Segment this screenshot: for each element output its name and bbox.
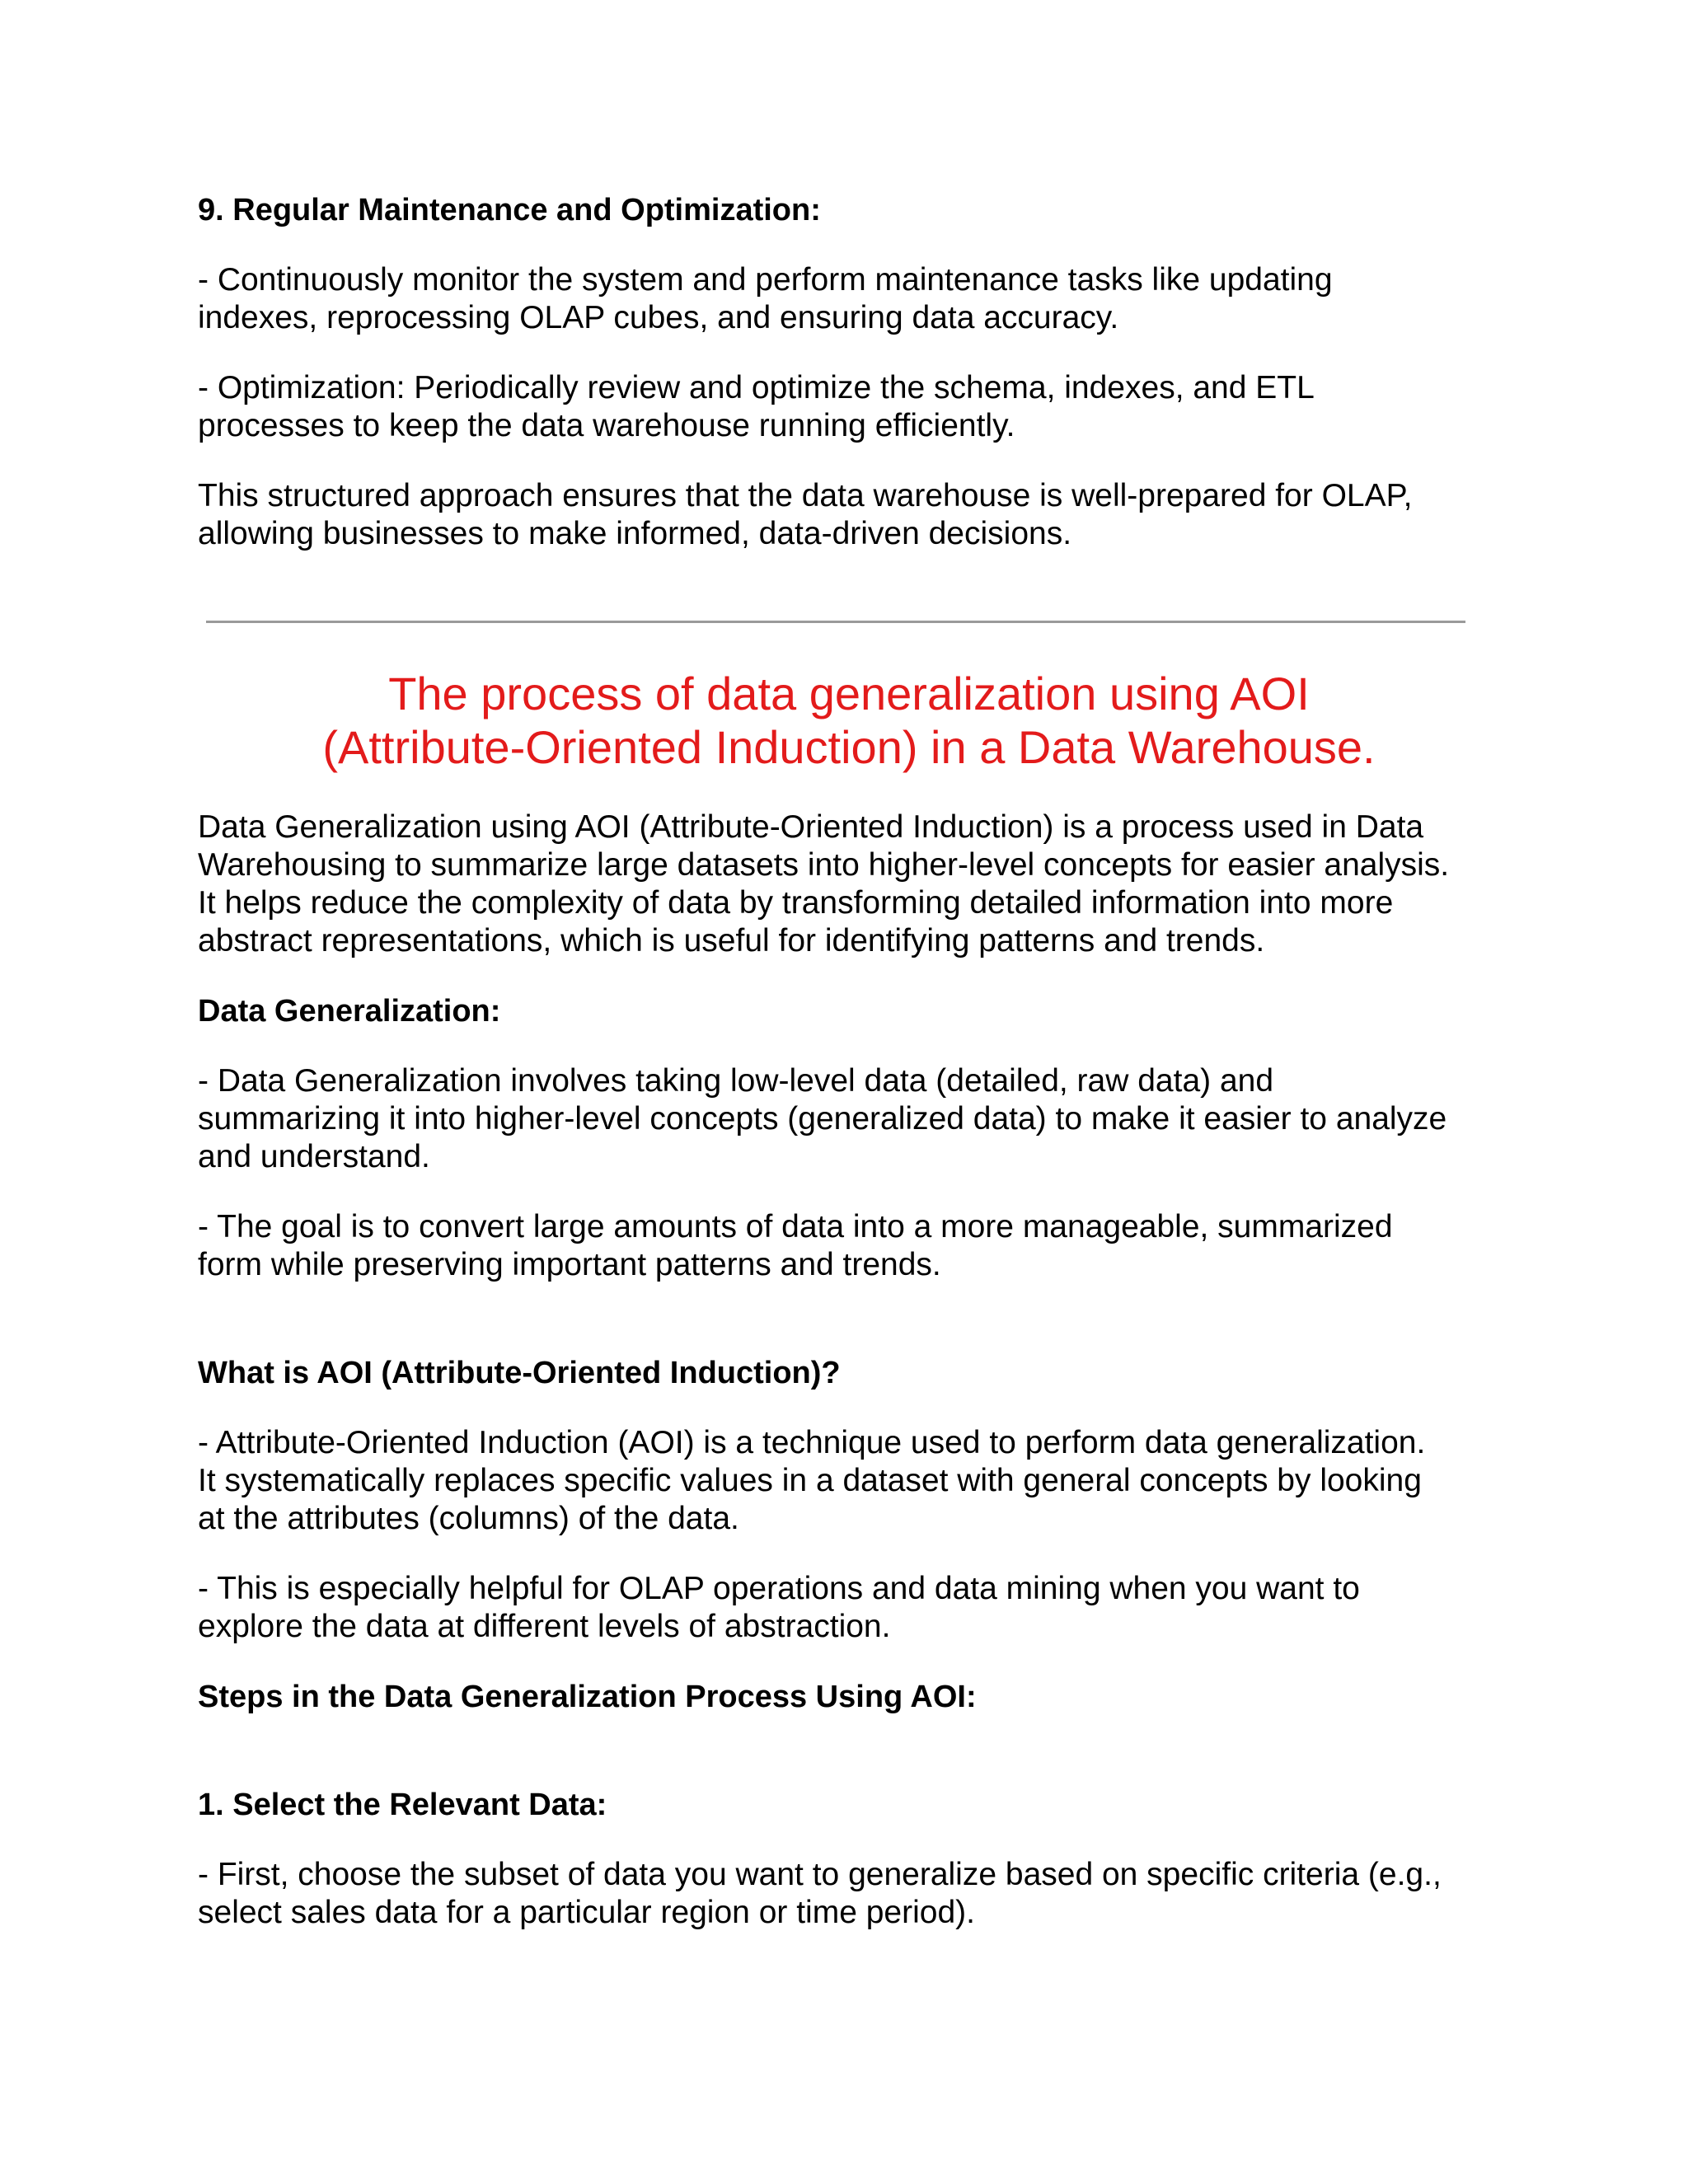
page-title (198, 667, 1508, 774)
paragraph-summary (198, 477, 1508, 553)
text-line: - First, choose the subset of data you want to generalize based on specific criteria (e.g., (198, 1857, 1442, 1892)
paragraph-optimization-bullet (198, 369, 1508, 445)
document-content (198, 191, 1508, 1932)
text-line: abstract representations, which is useful for identifying patterns and trends. (198, 923, 1265, 958)
paragraph-maintenance-bullet (198, 261, 1508, 337)
text-line: - Attribute-Oriented Induction (AOI) is a technique used to perform data generalization. (198, 1425, 1426, 1460)
text-line: form while preserving important patterns and trends. (198, 1247, 941, 1282)
step1-heading: 1. Select the Relevant Data: (198, 1788, 607, 1822)
text-line: explore the data at different levels of abstraction. (198, 1609, 891, 1644)
text-line: - Optimization: Periodically review and optimize the schema, indexes, and ETL (198, 370, 1315, 405)
section-heading-steps: Steps in the Data Generalization Process Using AOI: (198, 1680, 977, 1714)
paragraph-step1-bullet (198, 1856, 1508, 1932)
title-line: The process of data generalization using AOI (388, 668, 1310, 719)
title-line: (Attribute-Oriented Induction) in a Data Warehouse. (322, 721, 1376, 773)
text-line: - The goal is to convert large amounts of data into a more manageable, summarized (198, 1209, 1393, 1244)
text-line: and understand. (198, 1139, 430, 1174)
text-line: - Data Generalization involves taking low-level data (detailed, raw data) and (198, 1063, 1274, 1099)
text-line: Warehousing to summarize large datasets into higher-level concepts for easier analysis. (198, 847, 1450, 883)
text-line: This structured approach ensures that the data warehouse is well-prepared for OLAP, (198, 478, 1413, 513)
section-heading-data-generalization: Data Generalization: (198, 994, 501, 1029)
text-line: processes to keep the data warehouse running efficiently. (198, 408, 1015, 443)
text-line: It systematically replaces specific values in a dataset with general concepts by looking (198, 1463, 1422, 1498)
paragraph-dg-bullet2 (198, 1208, 1508, 1284)
paragraph-intro (198, 808, 1508, 960)
paragraph-dg-bullet1 (198, 1062, 1508, 1176)
text-line: - This is especially helpful for OLAP operations and data mining when you want to (198, 1571, 1360, 1606)
text-line: - Continuously monitor the system and perform maintenance tasks like updating (198, 262, 1333, 298)
text-line: at the attributes (columns) of the data. (198, 1501, 739, 1536)
paragraph-aoi-bullet1 (198, 1424, 1508, 1538)
text-line: It helps reduce the complexity of data by transforming detailed information into more (198, 885, 1394, 921)
text-line: summarizing it into higher-level concepts (generalized data) to make it easier to analyze (198, 1101, 1447, 1137)
text-line: allowing businesses to make informed, data-driven decisions. (198, 516, 1072, 551)
paragraph-aoi-bullet2 (198, 1570, 1508, 1646)
text-line: Data Generalization using AOI (Attribute-Oriented Induction) is a process used in Data (198, 809, 1424, 845)
text-line: indexes, reprocessing OLAP cubes, and ensuring data accuracy. (198, 300, 1119, 335)
text-line: select sales data for a particular region or time period). (198, 1895, 975, 1930)
section-heading-maintenance: 9. Regular Maintenance and Optimization: (198, 193, 821, 227)
section-heading-aoi: What is AOI (Attribute-Oriented Induction)? (198, 1356, 841, 1390)
